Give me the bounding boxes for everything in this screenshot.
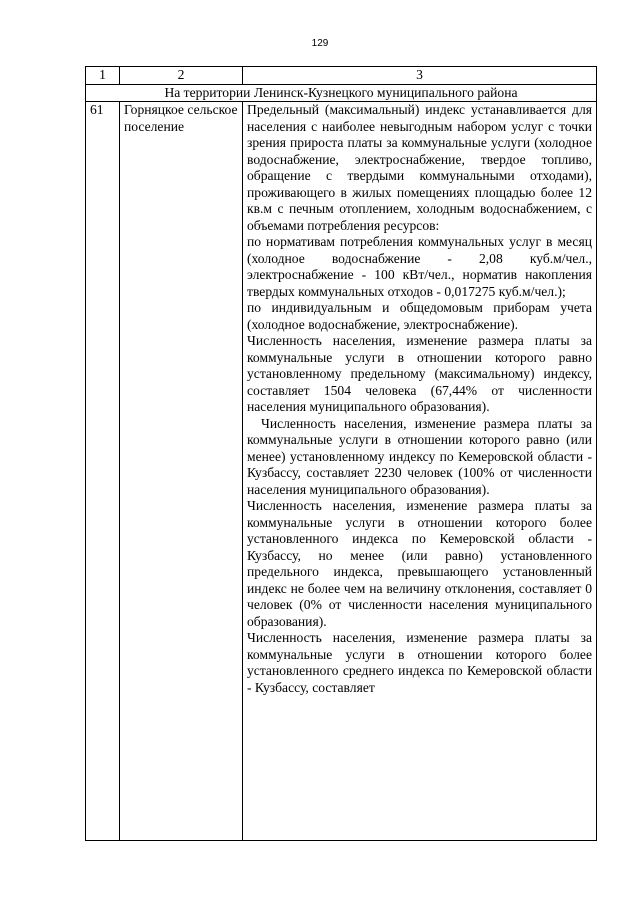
description-paragraph: Численность населения, изменение размера платы за коммунальные услуги в отношении которого равно (или менее) установленному индексу по Кемеровской области - Кузбассу, составляет 2230 человек (100% от численности населения муниципального образования). [247,415,592,497]
row-description [243,102,597,841]
page-number: 129 [311,38,329,49]
settlement-name: Горняцкое сельское поселение [120,102,243,841]
description-paragraph: Численность населения, изменение размера платы за коммунальные услуги в отношении которого равно установленному предельному (максимальному) индексу, составляет 1504 человека (67,44% от численности населения муниципального образования). [247,333,592,414]
region-row [86,84,597,102]
description-paragraph: по индивидуальным и общедомовым приборам учета (холодное водоснабжение, электроснабжение). [247,300,592,332]
row-number: 61 [86,102,120,841]
document-table [85,66,597,841]
header-cell-3: 3 [243,67,597,85]
description-paragraph: Предельный (максимальный) индекс устанавливается для населения с наиболее невыгодным набором услуг с точки зрения прироста платы за коммунальные услуги (холодное водоснабжение, электроснабжение, твердое топливо, обращение с твердыми коммунальными отходами), проживающего в жилых помещениях площадью более 12 кв.м с печным отоплением, холодным водоснабжением, с объемами потребления ресурсов: [247,102,592,233]
header-row [86,67,597,85]
header-cell-1: 1 [86,67,120,85]
description-paragraph: Численность населения, изменение размера платы за коммунальные услуги в отношении которого более установленного индекса по Кемеровской области - Кузбассу, но менее (или равно) установленного предельного индекса, превышающего установленный индекс не более чем на величину отклонения, составляет 0 человек (0% от численности населения муниципального образования). [247,498,592,629]
table-row [86,102,597,841]
description-paragraph: Численность населения, изменение размера платы за коммунальные услуги в отношении которого более установленного среднего индекса по Кемеровской области - Кузбассу, составляет [247,630,592,695]
header-cell-2: 2 [120,67,243,85]
description-paragraph: по нормативам потребления коммунальных услуг в месяц (холодное водоснабжение - 2,08 куб.м/чел., электроснабжение - 100 кВт/чел., норматив накопления твердых коммунальных отходов - 0,017275 куб.м/чел.); [247,234,592,299]
region-heading: На территории Ленинск-Кузнецкого муниципального района [86,84,597,102]
